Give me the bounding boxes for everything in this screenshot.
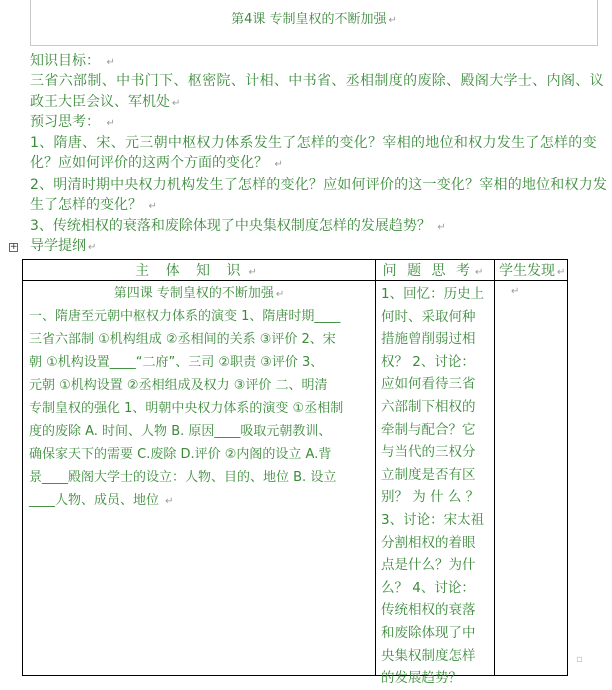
knowledge-heading-text: 知识目标： — [30, 53, 100, 69]
question-line: 的发展趋势？ — [381, 670, 462, 687]
column-header-questions — [375, 262, 494, 282]
paragraph-mark-icon: ↵ — [106, 118, 115, 129]
knowledge-heading — [30, 51, 115, 73]
column-header-questions-text: 问 题 思 考 — [382, 263, 473, 279]
paragraph-mark-icon: ↵ — [274, 159, 283, 170]
preview-q3-text: 3、传统相权的衰落和废除体现了中央集权制度怎样的发展趋势？ — [30, 218, 431, 234]
table-expand-icon[interactable]: + — [10, 242, 18, 252]
knowledge-line-2 — [30, 92, 180, 114]
preview-q1-line-2 — [30, 153, 283, 175]
paragraph-mark-icon: ↵ — [106, 57, 115, 68]
question-line: 点是什么？为什 — [381, 557, 476, 574]
preview-q2-line-2-text: 生了怎样的变化？ — [30, 197, 142, 213]
question-line: 牵制与配合？它 — [381, 421, 476, 438]
preview-q1-line-1: 1、隋唐、宋、元三朝中枢权力体系发生了怎样的变化？宰相的地位和权力发生了怎样的变 — [30, 135, 597, 151]
paragraph-mark-icon: ↵ — [165, 496, 174, 507]
question-line: 应如何看待三省 — [381, 376, 476, 393]
main-knowledge-line — [29, 489, 373, 513]
column-divider — [494, 260, 495, 675]
paragraph-mark-icon: ↵ — [148, 201, 157, 212]
page-title — [31, 8, 597, 27]
knowledge-line-1: 三省六部制、中书门下、枢密院、计相、中书省、丞相制度的废除、殿阁大学士、内阁、议 — [30, 73, 604, 89]
preview-heading-text: 预习思考： — [30, 114, 100, 130]
main-knowledge-line: 朝 ①机构设置____“二府”、三司 ②职责 ③评价 3、 — [29, 355, 324, 370]
main-knowledge-last-line: ____人物、成员、地位 — [29, 493, 160, 508]
paragraph-mark-icon: ↵ — [437, 222, 446, 233]
main-knowledge-line: 一、隋唐至元朝中枢权力体系的演变 1、隋唐时期____ — [29, 309, 341, 324]
paragraph-mark-icon: ↵ — [248, 267, 263, 278]
question-line: 措施曾削弱过相 — [381, 331, 476, 348]
main-knowledge-line: 景____殿阁大学士的设立：人物、目的、地位 B. 设立 — [29, 470, 337, 485]
end-cell-mark-icon: ▫ — [576, 654, 583, 665]
question-line: 六部制下相权的 — [381, 398, 476, 415]
knowledge-line-2-text: 政王大臣会议、军机处 — [30, 94, 170, 110]
preview-q2-line-1: 2、明清时期中央权力机构发生了怎样的变化？应如何评价的这一变化？宰相的地位和权力发 — [30, 177, 608, 193]
page-title-text: 第4课 专制皇权的不断加强 — [231, 12, 387, 27]
column-header-findings-text: 学生发现 — [499, 263, 555, 279]
question-line: 3、讨论：宋太祖 — [381, 511, 485, 528]
column-header-knowledge — [23, 262, 375, 282]
question-line: 别？ 为 什 么 ？ — [381, 489, 480, 506]
preview-q1-line-2-text: 化？应如何评价的这两个方面的变化？ — [30, 155, 268, 171]
question-line: 立制度是否有区 — [381, 466, 476, 483]
preview-q3 — [30, 216, 446, 238]
question-line: 1、回忆：历史上 — [381, 286, 485, 302]
paragraph-mark-icon: ↵ — [474, 267, 487, 278]
main-knowledge-title-text: 第四课 专制皇权的不断加强 — [113, 286, 274, 301]
main-knowledge-line: 专制皇权的强化 1、明朝中央权力体系的演变 ①丞相制 — [29, 401, 344, 416]
paragraph-mark-icon: ↵ — [557, 267, 566, 278]
paragraph-mark-icon: ↵ — [172, 98, 181, 109]
question-line: 么？ 4、讨论： — [381, 579, 475, 596]
preview-heading — [30, 112, 115, 134]
outline-table — [22, 259, 568, 687]
paragraph-mark-icon: ↵ — [275, 289, 285, 300]
main-knowledge-body — [29, 305, 373, 513]
preview-q2-line-2 — [30, 195, 157, 217]
main-knowledge-line: 三省六部制 ①机构组成 ②丞相间的关系 ③评价 2、宋 — [29, 332, 336, 347]
question-line: 何时、采取何种 — [381, 308, 476, 325]
question-body — [381, 283, 493, 690]
question-line: 央集权制度怎样 — [381, 647, 476, 664]
column-header-knowledge-text: 主 体 知 识 — [135, 263, 247, 279]
guide-heading — [30, 236, 96, 258]
guide-heading-text: 导学提纲 — [30, 238, 86, 254]
main-knowledge-title — [23, 282, 375, 306]
question-line: 分割相权的着眼 — [381, 534, 476, 551]
main-knowledge-line: 元朝 ①机构设置 ②丞相组成及权力 ③评价 二、明清 — [29, 378, 328, 393]
question-line: 权？ 2、讨论： — [381, 353, 475, 370]
column-header-findings — [499, 262, 569, 282]
question-line: 和废除体现了中 — [381, 624, 476, 641]
paragraph-mark-icon: ↵ — [88, 242, 97, 253]
paragraph-mark-icon: ↵ — [388, 15, 397, 26]
question-line: 传统相权的衰落 — [381, 602, 476, 619]
findings-cell-mark-icon: ↵ — [511, 286, 520, 297]
main-knowledge-line: 确保家天下的需要 C.废除 D.评价 ②内阁的设立 A.背 — [29, 447, 332, 462]
title-box — [30, 0, 598, 46]
column-divider — [375, 260, 376, 675]
question-line: 与当代的三权分 — [381, 444, 476, 461]
main-knowledge-line: 度的废除 A. 时间、人物 B. 原因____吸取元朝教训、 — [29, 424, 332, 439]
